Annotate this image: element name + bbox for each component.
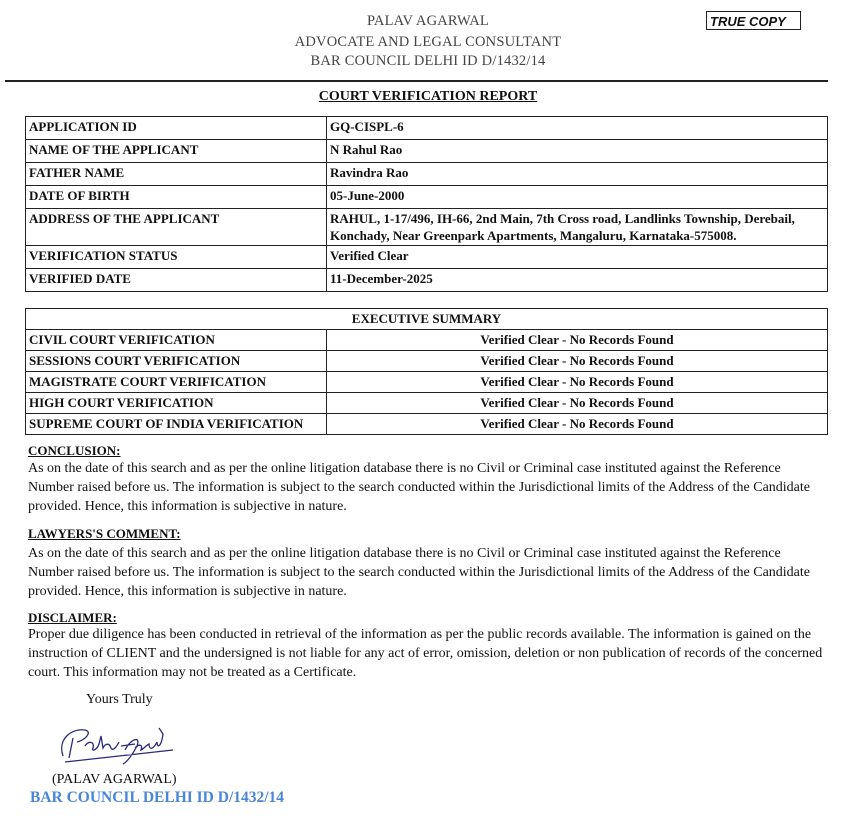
detail-value: RAHUL, 1-17/496, IH-66, 2nd Main, 7th Cross road, Landlinks Township, Derebail, Konchady, Near Greenpark Apartments, Mangaluru, Karnataka-575008. bbox=[327, 209, 828, 246]
header-divider bbox=[5, 80, 828, 82]
detail-label: VERIFIED DATE bbox=[26, 269, 327, 292]
signatory-name: (PALAV AGARWAL) bbox=[52, 772, 177, 787]
court-status: Verified Clear - No Records Found bbox=[327, 393, 828, 414]
court-label: CIVIL COURT VERIFICATION bbox=[26, 330, 327, 351]
court-status: Verified Clear - No Records Found bbox=[327, 351, 828, 372]
true-copy-stamp: TRUE COPY bbox=[706, 11, 801, 30]
court-status: Verified Clear - No Records Found bbox=[327, 372, 828, 393]
summary-row bbox=[26, 372, 828, 393]
detail-value: GQ-CISPL-6 bbox=[327, 117, 828, 140]
detail-row bbox=[26, 209, 828, 246]
court-label: MAGISTRATE COURT VERIFICATION bbox=[26, 372, 327, 393]
detail-value: Verified Clear bbox=[327, 246, 828, 269]
comment-text: As on the date of this search and as per the online litigation database there is no Civil or Criminal case instituted against the Reference Number raised before us. The information is subject to the search conducted within the Jurisdictional limits of the Address of the Candidate provided. Hence, this information is subjective in nature. bbox=[28, 546, 810, 599]
detail-label: ADDRESS OF THE APPLICANT bbox=[26, 209, 327, 246]
detail-value: 05-June-2000 bbox=[327, 186, 828, 209]
summary-row bbox=[26, 330, 828, 351]
conclusion-heading: CONCLUSION: bbox=[28, 443, 121, 458]
disclaimer-heading: DISCLAIMER: bbox=[28, 610, 117, 625]
summary-row bbox=[26, 351, 828, 372]
detail-label: VERIFICATION STATUS bbox=[26, 246, 327, 269]
detail-row bbox=[26, 246, 828, 269]
detail-row bbox=[26, 186, 828, 209]
detail-label: APPLICATION ID bbox=[26, 117, 327, 140]
detail-value: 11-December-2025 bbox=[327, 269, 828, 292]
detail-label: DATE OF BIRTH bbox=[26, 186, 327, 209]
detail-label: NAME OF THE APPLICANT bbox=[26, 140, 327, 163]
advocate-title: ADVOCATE AND LEGAL CONSULTANT bbox=[294, 34, 562, 50]
court-status: Verified Clear - No Records Found bbox=[327, 330, 828, 351]
executive-summary-table bbox=[25, 308, 828, 435]
salutation: Yours Truly bbox=[86, 692, 153, 707]
court-status: Verified Clear - No Records Found bbox=[327, 414, 828, 435]
summary-heading: EXECUTIVE SUMMARY bbox=[26, 309, 828, 330]
disclaimer-text: Proper due diligence has been conducted in retrieval of the information as per the public records available. The information is gained on the instruction of CLIENT and the undersigned is not liable for any act of error, omission, deletion or non publication of records of the concerned court. This information may not be treated as a Certificate. bbox=[28, 627, 823, 680]
summary-row bbox=[26, 414, 828, 435]
court-label: HIGH COURT VERIFICATION bbox=[26, 393, 327, 414]
court-label: SESSIONS COURT VERIFICATION bbox=[26, 351, 327, 372]
conclusion-text: As on the date of this search and as per the online litigation database there is no Civil or Criminal case instituted against the Reference Number raised before us. The information is subject to the search conducted within the Jurisdictional limits of the Address of the Candidate provided. Hence, this information is subjective in nature. bbox=[28, 461, 810, 514]
signature-image bbox=[55, 718, 175, 768]
detail-row bbox=[26, 269, 828, 292]
report-title: COURT VERIFICATION REPORT bbox=[318, 89, 538, 104]
advocate-name: PALAV AGARWAL bbox=[367, 13, 489, 29]
detail-value: N Rahul Rao bbox=[327, 140, 828, 163]
detail-row bbox=[26, 140, 828, 163]
detail-value: Ravindra Rao bbox=[327, 163, 828, 186]
detail-row bbox=[26, 163, 828, 186]
bar-council-id: BAR COUNCIL DELHI ID D/1432/14 bbox=[310, 53, 546, 69]
detail-label: FATHER NAME bbox=[26, 163, 327, 186]
applicant-details-table bbox=[25, 116, 828, 292]
signatory-bar-id: BAR COUNCIL DELHI ID D/1432/14 bbox=[30, 789, 285, 806]
detail-row bbox=[26, 117, 828, 140]
summary-row bbox=[26, 393, 828, 414]
court-label: SUPREME COURT OF INDIA VERIFICATION bbox=[26, 414, 327, 435]
comment-heading: LAWYERS'S COMMENT: bbox=[28, 526, 181, 541]
